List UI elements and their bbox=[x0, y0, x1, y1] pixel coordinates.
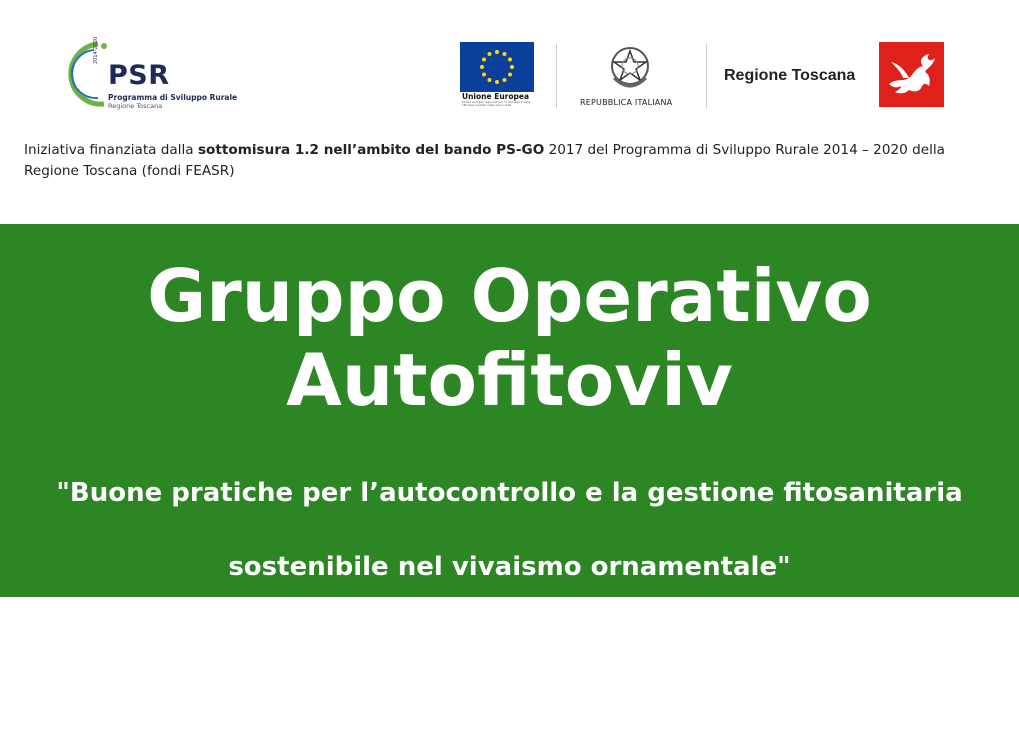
tuscany-pegasus-icon bbox=[879, 42, 944, 107]
republic-emblem-icon bbox=[606, 42, 654, 94]
funding-bold: sottomisura 1.2 nell’ambito del bando PS-GO bbox=[197, 142, 545, 158]
logo-divider bbox=[706, 44, 707, 108]
psr-subtitle: Programma di Sviluppo Rurale bbox=[108, 93, 238, 102]
psr-title: PSR bbox=[108, 60, 170, 91]
eu-flag-icon bbox=[460, 42, 534, 92]
funding-note bbox=[24, 140, 984, 182]
funding-text-1: Iniziativa finanziata dalla bbox=[24, 142, 198, 158]
eu-logo[interactable] bbox=[460, 42, 536, 108]
logo-divider bbox=[556, 44, 557, 108]
header bbox=[0, 0, 1019, 120]
hero-banner bbox=[0, 224, 1019, 597]
psr-logo[interactable] bbox=[68, 38, 238, 112]
banner-subtitle-line2: sostenibile nel vivaismo ornamentale" bbox=[228, 552, 791, 582]
banner-subtitle-line1: "Buone pratiche per l’autocontrollo e la gestione fitosanitaria bbox=[56, 478, 963, 508]
banner-subtitle bbox=[40, 456, 979, 604]
eu-small-text: Fondo europeo agricolo per lo sviluppo rurale: l'Europa investe nelle zone rurali bbox=[462, 100, 532, 108]
eu-label: Unione Europea bbox=[462, 92, 530, 101]
funding-text-2: 2017 del Programma di Sviluppo Rurale 2014 – 2020 della Regione Toscana (fondi FEASR) bbox=[24, 142, 945, 179]
tuscany-label: Regione Toscana bbox=[724, 67, 856, 84]
banner-title bbox=[0, 254, 1019, 422]
psr-region: Regione Toscana bbox=[108, 102, 163, 110]
banner-title-line1: Gruppo Operativo bbox=[147, 254, 872, 338]
psr-years: 2014-2020 bbox=[93, 36, 99, 64]
republic-label: REPUBBLICA ITALIANA bbox=[580, 98, 673, 107]
republic-logo[interactable] bbox=[578, 42, 684, 110]
banner-title-line2: Autofitoviv bbox=[286, 338, 733, 422]
tuscany-logo[interactable] bbox=[722, 42, 946, 108]
